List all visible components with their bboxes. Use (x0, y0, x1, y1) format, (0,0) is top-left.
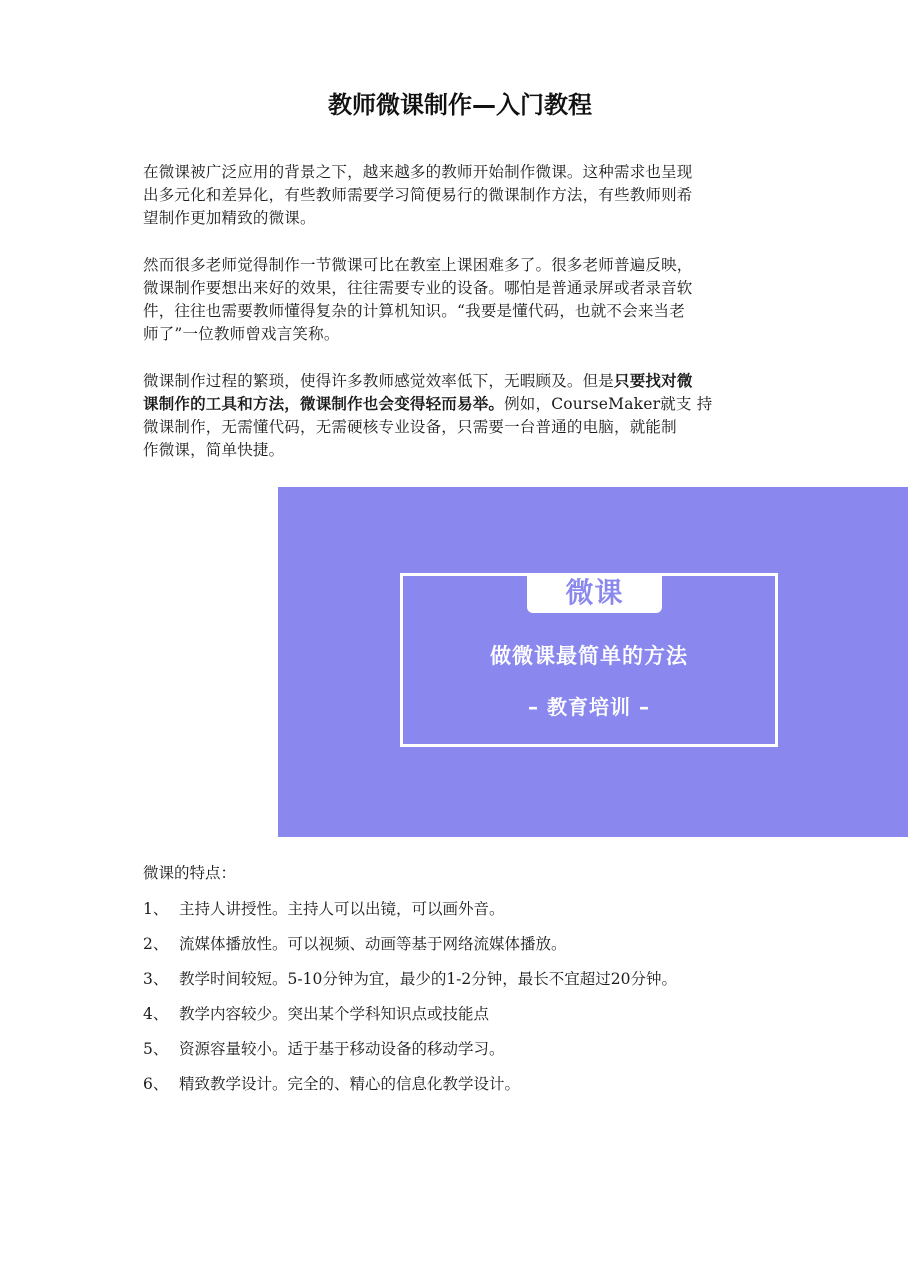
list-item (143, 1003, 677, 1038)
page-title: 教师微课制作—入门教程 (328, 91, 592, 119)
features-list (143, 898, 677, 1108)
paragraph-line: 微课制作，无需懂代码，无需硬核专业设备，只需要一台普通的电脑，就能制 (143, 418, 677, 436)
paragraph-line: 件，往往也需要教师懂得复杂的计算机知识。“我要是懂代码，也就不会来当老 (143, 302, 685, 320)
list-item (143, 1073, 677, 1108)
emphasis-text: 只要找对微 (614, 372, 693, 390)
paragraph-line: 出多元化和差异化，有些教师需要学习简便易行的微课制作方法，有些教师则希 (143, 186, 693, 204)
list-number: 1、 (143, 900, 169, 918)
paragraph-difficulty (143, 254, 783, 346)
list-item (143, 933, 677, 968)
list-number: 5、 (143, 1040, 169, 1058)
paragraph-solution (143, 370, 783, 462)
paragraph-text: 例如，CourseMaker就支 持 (504, 395, 713, 413)
paragraph-line: 然而很多老师觉得制作一节微课可比在教室上课困难多了。很多老师普遍反映， (143, 256, 693, 274)
list-text: 教学内容较少。突出某个学科知识点或技能点 (179, 1005, 490, 1023)
list-item (143, 898, 677, 933)
banner-subline: – 教育培训 – (528, 695, 650, 719)
list-number: 3、 (143, 970, 169, 988)
list-number: 6、 (143, 1075, 169, 1093)
paragraph-intro (143, 161, 783, 230)
paragraph-line: 在微课被广泛应用的背景之下，越来越多的教师开始制作微课。这种需求也呈现 (143, 163, 693, 181)
paragraph-line (143, 393, 783, 416)
list-text: 教学时间较短。5-10分钟为宜，最少的1-2分钟，最长不宜超过20分钟。 (179, 970, 678, 988)
list-number: 4、 (143, 1005, 169, 1023)
promo-banner-image (278, 487, 908, 837)
paragraph-line: 作微课，简单快捷。 (143, 441, 285, 459)
list-text: 资源容量较小。适于基于移动设备的移动学习。 (179, 1040, 505, 1058)
paragraph-text: 微课制作过程的繁琐，使得许多教师感觉效率低下，无暇顾及。但是 (143, 372, 615, 390)
banner-headline: 做微课最简单的方法 (490, 644, 688, 668)
paragraph-line: 师了”一位教师曾戏言笑称。 (143, 325, 340, 343)
banner-tab-label: 微课 (527, 573, 662, 613)
paragraph-line: 微课制作要想出来好的效果，往往需要专业的设备。哪怕是普通录屏或者录音软 (143, 279, 693, 297)
emphasis-text: 课制作的工具和方法，微课制作也会变得轻而易举。 (143, 395, 505, 413)
list-text: 精致教学设计。完全的、精心的信息化教学设计。 (179, 1075, 521, 1093)
list-number: 2、 (143, 935, 169, 953)
list-item (143, 968, 677, 1003)
list-text: 流媒体播放性。可以视频、动画等基于网络流媒体播放。 (179, 935, 567, 953)
list-item (143, 1038, 677, 1073)
list-text: 主持人讲授性。主持人可以出镜，可以画外音。 (179, 900, 505, 918)
features-heading: 微课的特点： (143, 864, 237, 882)
paragraph-line (143, 370, 783, 393)
banner-frame (400, 573, 778, 747)
paragraph-line: 望制作更加精致的微课。 (143, 209, 316, 227)
